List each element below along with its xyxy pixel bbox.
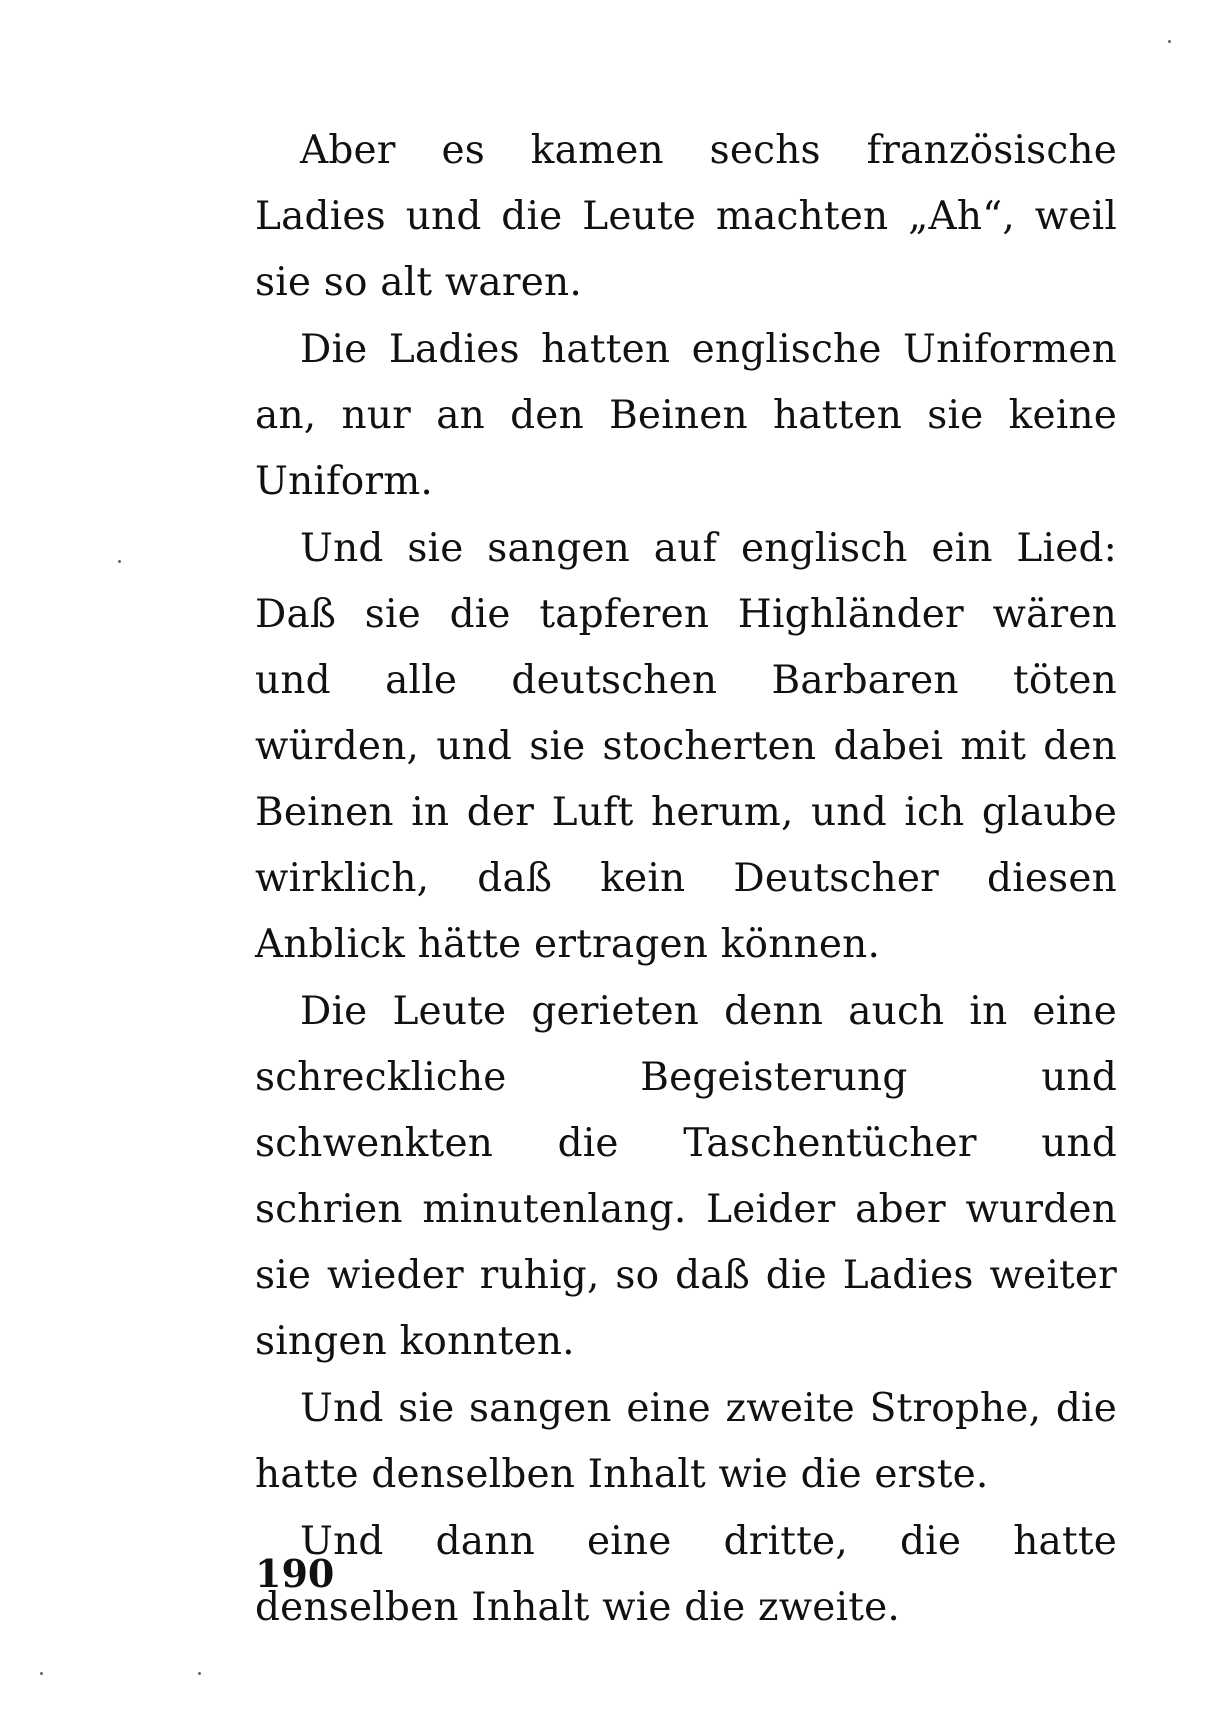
paragraph-4: Die Leute gerieten denn auch in eine schreckliche Begeisterung und schwenkten die Taschentücher und schrien minutenlang. Leider aber wurden sie wieder ruhig, so daß die Ladies weiter singen konnten.	[255, 989, 1117, 1364]
body-text	[255, 118, 1117, 1642]
paragraph-1: Aber es kamen sechs französische Ladies und die Leute machten „Ah“, weil sie so alt waren.	[255, 128, 1117, 305]
scan-speck	[198, 1672, 201, 1675]
scan-speck	[118, 560, 121, 563]
scan-speck	[1168, 40, 1171, 43]
paragraph-5: Und sie sangen eine zweite Strophe, die hatte denselben Inhalt wie die erste.	[255, 1386, 1117, 1497]
page-number: 190	[255, 1551, 335, 1596]
paragraph-6: Und dann eine dritte, die hatte denselben Inhalt wie die zweite.	[255, 1519, 1117, 1630]
scan-speck	[40, 1672, 43, 1675]
paragraph-3: Und sie sangen auf englisch ein Lied: Daß sie die tapferen Highländer wären und alle deutschen Barbaren töten würden, und sie stocherten dabei mit den Beinen in der Luft herum, und ich glaube wirklich, daß kein Deutscher diesen Anblick hätte ertragen können.	[255, 526, 1117, 967]
paragraph-2: Die Ladies hatten englische Uniformen an, nur an den Beinen hatten sie keine Uniform.	[255, 327, 1117, 504]
